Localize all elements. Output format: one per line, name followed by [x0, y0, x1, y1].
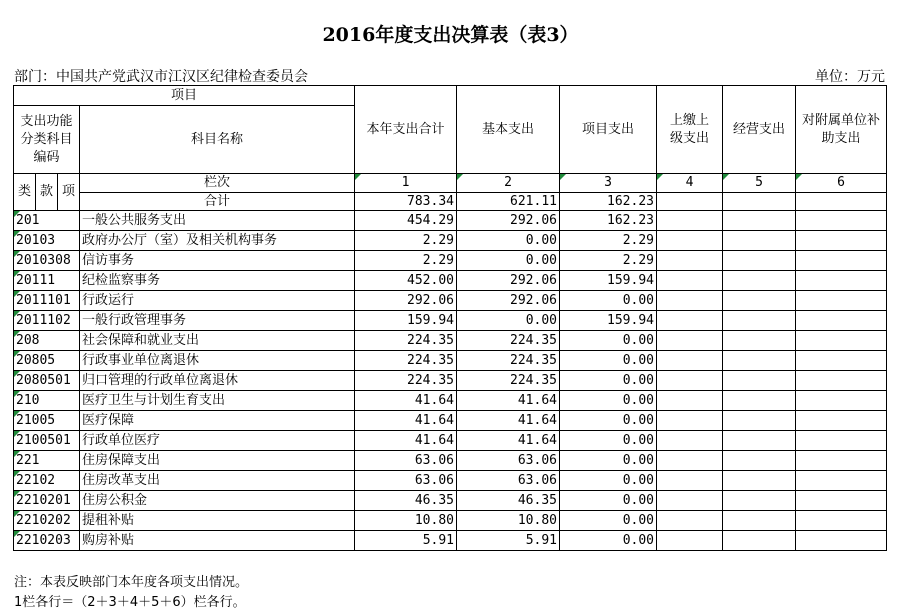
table-row: [14, 231, 887, 251]
total-value: [796, 193, 887, 211]
row-value-col-5: [723, 471, 796, 491]
row-value-col-2: 5.91: [457, 531, 560, 551]
table-row: [14, 371, 887, 391]
row-value-col-1: 2.29: [355, 231, 457, 251]
row-value-col-5: [723, 291, 796, 311]
row-value-col-2: 0.00: [457, 311, 560, 331]
table-row: [14, 331, 887, 351]
row-value-col-6: [796, 251, 887, 271]
row-value-col-6: [796, 391, 887, 411]
row-name: 一般行政管理事务: [80, 311, 355, 331]
row-value-col-2: 46.35: [457, 491, 560, 511]
table-row: [14, 251, 887, 271]
row-value-col-6: [796, 291, 887, 311]
row-value-col-1: 63.06: [355, 471, 457, 491]
row-name: 归口管理的行政单位离退休: [80, 371, 355, 391]
row-code: 20805: [14, 351, 80, 371]
row-code: 2210202: [14, 511, 80, 531]
row-value-col-6: [796, 411, 887, 431]
table-row: [14, 291, 887, 311]
row-value-col-5: [723, 371, 796, 391]
row-value-col-3: 0.00: [560, 331, 657, 351]
row-value-col-2: 41.64: [457, 411, 560, 431]
row-value-col-1: 41.64: [355, 411, 457, 431]
row-value-col-3: 0.00: [560, 391, 657, 411]
header-col-3: 项目支出: [560, 86, 657, 174]
total-value: 162.23: [560, 193, 657, 211]
header-col-4: 上缴上级支出: [657, 86, 723, 174]
row-value-col-3: 2.29: [560, 231, 657, 251]
table-row: [14, 431, 887, 451]
footnote: 注：本表反映部门本年度各项支出情况。: [14, 575, 249, 590]
row-value-col-6: [796, 271, 887, 291]
lanci-label: 栏次: [80, 174, 355, 193]
row-value-col-3: 0.00: [560, 431, 657, 451]
table-row: [14, 211, 887, 231]
row-value-col-2: 0.00: [457, 251, 560, 271]
row-name: 纪检监察事务: [80, 271, 355, 291]
table-row: [14, 351, 887, 371]
row-value-col-3: 0.00: [560, 291, 657, 311]
row-value-col-4: [657, 271, 723, 291]
row-code: 2210203: [14, 531, 80, 551]
department-label: 部门：中国共产党武汉市江汉区纪律检查委员会: [14, 69, 308, 85]
table-row: [14, 471, 887, 491]
row-value-col-4: [657, 491, 723, 511]
row-value-col-6: [796, 491, 887, 511]
row-value-col-3: 0.00: [560, 451, 657, 471]
col-number-4: 4: [657, 174, 723, 193]
table-row: [14, 391, 887, 411]
row-value-col-6: [796, 511, 887, 531]
row-value-col-4: [657, 291, 723, 311]
header-func-code: 支出功能分类科目编码: [14, 106, 80, 174]
row-code: 208: [14, 331, 80, 351]
row-value-col-1: 224.35: [355, 351, 457, 371]
row-value-col-6: [796, 231, 887, 251]
table-row: [14, 511, 887, 531]
row-value-col-5: [723, 251, 796, 271]
row-value-col-2: 292.06: [457, 291, 560, 311]
row-value-col-6: [796, 311, 887, 331]
row-value-col-1: 292.06: [355, 291, 457, 311]
row-name: 住房公积金: [80, 491, 355, 511]
row-value-col-4: [657, 331, 723, 351]
row-value-col-4: [657, 471, 723, 491]
row-name: 行政运行: [80, 291, 355, 311]
row-value-col-3: 0.00: [560, 491, 657, 511]
row-value-col-6: [796, 371, 887, 391]
row-code: 20103: [14, 231, 80, 251]
row-value-col-3: 159.94: [560, 271, 657, 291]
row-value-col-5: [723, 451, 796, 471]
row-value-col-1: 10.80: [355, 511, 457, 531]
col-number-2: 2: [457, 174, 560, 193]
expenditure-table: [13, 85, 887, 551]
row-code: 22102: [14, 471, 80, 491]
header-col-5: 经营支出: [723, 86, 796, 174]
row-value-col-1: 454.29: [355, 211, 457, 231]
row-value-col-5: [723, 211, 796, 231]
col-number-5: 5: [723, 174, 796, 193]
row-value-col-5: [723, 351, 796, 371]
row-value-col-1: 2.29: [355, 251, 457, 271]
header-xiang: 项: [58, 174, 80, 211]
row-value-col-1: 41.64: [355, 391, 457, 411]
row-code: 2100501: [14, 431, 80, 451]
row-value-col-6: [796, 451, 887, 471]
row-value-col-3: 2.29: [560, 251, 657, 271]
row-value-col-1: 452.00: [355, 271, 457, 291]
total-value: 783.34: [355, 193, 457, 211]
row-value-col-4: [657, 311, 723, 331]
row-name: 住房保障支出: [80, 451, 355, 471]
row-value-col-4: [657, 511, 723, 531]
total-value: 621.11: [457, 193, 560, 211]
header-col-1: 本年支出合计: [355, 86, 457, 174]
row-value-col-4: [657, 351, 723, 371]
row-code: 21005: [14, 411, 80, 431]
row-value-col-4: [657, 391, 723, 411]
row-value-col-1: 224.35: [355, 331, 457, 351]
row-value-col-2: 10.80: [457, 511, 560, 531]
row-name: 行政事业单位离退休: [80, 351, 355, 371]
row-value-col-2: 224.35: [457, 351, 560, 371]
table-row: [14, 311, 887, 331]
row-value-col-6: [796, 431, 887, 451]
row-value-col-2: 0.00: [457, 231, 560, 251]
row-value-col-4: [657, 251, 723, 271]
row-value-col-5: [723, 391, 796, 411]
row-value-col-3: 0.00: [560, 351, 657, 371]
row-value-col-1: 46.35: [355, 491, 457, 511]
col-number-3: 3: [560, 174, 657, 193]
row-value-col-5: [723, 231, 796, 251]
row-value-col-5: [723, 491, 796, 511]
row-value-col-3: 0.00: [560, 531, 657, 551]
row-value-col-3: 0.00: [560, 471, 657, 491]
row-value-col-6: [796, 471, 887, 491]
row-name: 一般公共服务支出: [80, 211, 355, 231]
table-row: [14, 451, 887, 471]
footnotes: [14, 573, 248, 613]
total-value: [657, 193, 723, 211]
row-code: 221: [14, 451, 80, 471]
row-value-col-2: 292.06: [457, 211, 560, 231]
footnote: 1栏各行＝（2＋3＋4＋5＋6）栏各行。: [14, 595, 246, 610]
row-code: 20111: [14, 271, 80, 291]
row-value-col-4: [657, 211, 723, 231]
row-name: 行政单位医疗: [80, 431, 355, 451]
header-item-group: 项目: [14, 86, 355, 106]
table-row: [14, 271, 887, 291]
row-value-col-2: 292.06: [457, 271, 560, 291]
row-value-col-5: [723, 271, 796, 291]
row-code: 2011102: [14, 311, 80, 331]
row-value-col-1: 41.64: [355, 431, 457, 451]
row-code: 201: [14, 211, 80, 231]
row-value-col-4: [657, 451, 723, 471]
row-value-col-1: 224.35: [355, 371, 457, 391]
row-value-col-2: 41.64: [457, 391, 560, 411]
row-value-col-3: 0.00: [560, 371, 657, 391]
row-value-col-4: [657, 371, 723, 391]
row-name: 提租补贴: [80, 511, 355, 531]
row-code: 2080501: [14, 371, 80, 391]
unit-label: 单位：万元: [815, 69, 885, 85]
row-value-col-2: 41.64: [457, 431, 560, 451]
col-number-1: 1: [355, 174, 457, 193]
row-value-col-1: 63.06: [355, 451, 457, 471]
header-lei: 类: [14, 174, 36, 211]
table-row: [14, 491, 887, 511]
header-col-2: 基本支出: [457, 86, 560, 174]
table-title: 2016年度支出决算表（表3）: [322, 24, 579, 46]
row-code: 2210201: [14, 491, 80, 511]
row-name: 住房改革支出: [80, 471, 355, 491]
row-value-col-2: 224.35: [457, 331, 560, 351]
row-value-col-4: [657, 411, 723, 431]
row-name: 政府办公厅（室）及相关机构事务: [80, 231, 355, 251]
row-value-col-5: [723, 531, 796, 551]
row-value-col-6: [796, 331, 887, 351]
total-label: 合计: [80, 193, 355, 211]
row-value-col-3: 159.94: [560, 311, 657, 331]
row-value-col-5: [723, 431, 796, 451]
row-value-col-3: 0.00: [560, 411, 657, 431]
row-name: 医疗卫生与计划生育支出: [80, 391, 355, 411]
row-value-col-1: 5.91: [355, 531, 457, 551]
row-code: 2010308: [14, 251, 80, 271]
row-value-col-5: [723, 331, 796, 351]
row-name: 医疗保障: [80, 411, 355, 431]
row-value-col-5: [723, 511, 796, 531]
row-value-col-6: [796, 351, 887, 371]
row-code: 210: [14, 391, 80, 411]
row-name: 信访事务: [80, 251, 355, 271]
row-value-col-4: [657, 231, 723, 251]
row-value-col-4: [657, 531, 723, 551]
table-row: [14, 531, 887, 551]
row-value-col-3: 0.00: [560, 511, 657, 531]
row-value-col-5: [723, 311, 796, 331]
table-row: [14, 411, 887, 431]
col-number-6: 6: [796, 174, 887, 193]
row-name: 购房补贴: [80, 531, 355, 551]
row-value-col-1: 159.94: [355, 311, 457, 331]
row-value-col-4: [657, 431, 723, 451]
row-value-col-6: [796, 211, 887, 231]
row-value-col-2: 63.06: [457, 471, 560, 491]
row-value-col-6: [796, 531, 887, 551]
row-value-col-3: 162.23: [560, 211, 657, 231]
row-value-col-5: [723, 411, 796, 431]
row-name: 社会保障和就业支出: [80, 331, 355, 351]
total-value: [723, 193, 796, 211]
row-value-col-2: 224.35: [457, 371, 560, 391]
header-kuan: 款: [36, 174, 58, 211]
header-col-6: 对附属单位补助支出: [796, 86, 887, 174]
header-subject-name: 科目名称: [80, 106, 355, 174]
row-code: 2011101: [14, 291, 80, 311]
row-value-col-2: 63.06: [457, 451, 560, 471]
